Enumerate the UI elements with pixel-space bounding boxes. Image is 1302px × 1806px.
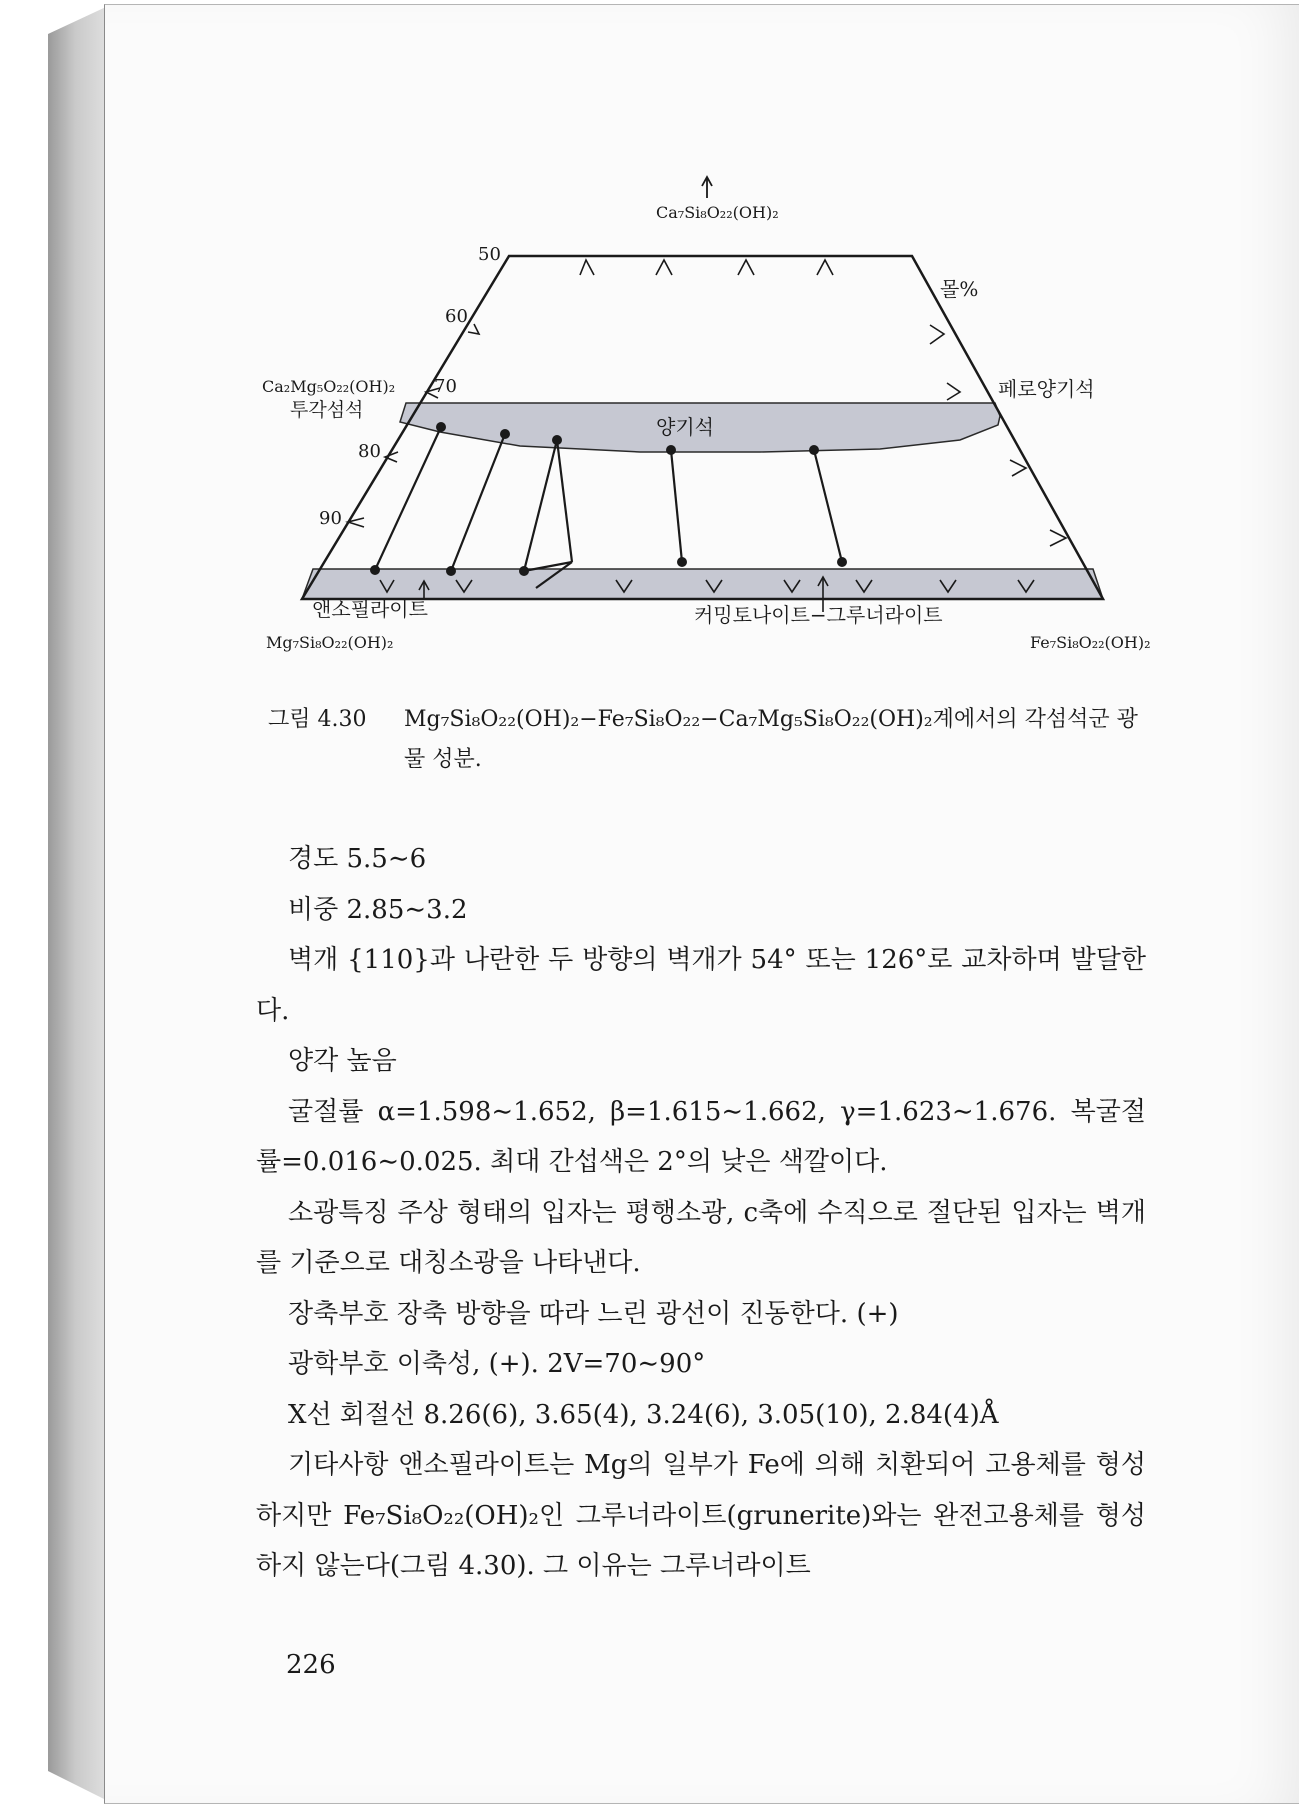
left-top-name: 투각섬석 xyxy=(290,399,364,421)
bottom-right-formula: Fe₇Si₈O₂₂(OH)₂ xyxy=(1030,633,1151,652)
unit-label: 몰% xyxy=(940,277,979,301)
paragraph-xray-lines: X선 회절선 8.26(6), 3.65(4), 3.24(6), 3.05(10), 2.84(4)Å xyxy=(288,1399,999,1430)
left-scale-80: 80 xyxy=(358,441,381,462)
paragraph-elongation-sign: 장축부호 장축 방향을 따라 느린 광선이 진동한다. (+) xyxy=(288,1298,899,1329)
amphibole-composition-diagram xyxy=(0,0,1302,700)
band-name: 양기석 xyxy=(656,415,714,439)
paragraph-hardness: 경도 5.5∼6 xyxy=(288,844,427,874)
right-name: 페로양기석 xyxy=(998,377,1095,401)
paragraph-remarks: 기타사항 앤소필라이트는 Mg의 일부가 Fe에 의해 치환되어 고용체를 형성하지만 Fe₇Si₈O₂₂(OH)₂인 그루너라이트(grunerite)와는 완전고용체를 형성하지 않는다(그림 4.30). 그 이유는 그루너라이트 xyxy=(256,1450,1146,1581)
paragraph-refractive-index: 굴절률 α=1.598∼1.652, β=1.615∼1.662, γ=1.623∼1.676. 복굴절률=0.016∼0.025. 최대 간섭색은 2°의 낮은 색깔이다. xyxy=(256,1096,1146,1177)
left-scale-70: 70 xyxy=(434,376,457,397)
body-text xyxy=(256,834,1146,1592)
paragraph-specific-gravity: 비중 2.85∼3.2 xyxy=(288,894,468,925)
top-formula: Ca₇Si₈O₂₂(OH)₂ xyxy=(656,203,779,222)
left-top-formula: Ca₂Mg₅O₂₂(OH)₂ xyxy=(262,377,396,396)
paragraph-relief: 양각 높음 xyxy=(288,1046,397,1076)
bottom-left-formula: Mg₇Si₈O₂₂(OH)₂ xyxy=(266,633,394,652)
caption-text: Mg₇Si₈O₂₂(OH)₂−Fe₇Si₈O₂₂−Ca₇Mg₅Si₈O₂₂(OH)₂계에서의 각섬석군 광물 성분. xyxy=(404,707,1138,772)
left-scale-50: 50 xyxy=(478,244,501,265)
bottom-mid-name: 커밍토나이트−그루너라이트 xyxy=(694,603,943,627)
paragraph-cleavage: 벽개 {110}과 나란한 두 방향의 벽개가 54° 또는 126°로 교차하며 발달한다. xyxy=(256,945,1146,1026)
paragraph-extinction: 소광특징 주상 형태의 입자는 평행소광, c축에 수직으로 절단된 입자는 벽개를 기준으로 대칭소광을 나타낸다. xyxy=(256,1197,1146,1278)
left-scale-90: 90 xyxy=(319,508,342,529)
page-number: 226 xyxy=(286,1650,336,1680)
caption-label: 그림 4.30 xyxy=(268,707,367,732)
paragraph-optic-sign: 광학부호 이축성, (+). 2V=70∼90° xyxy=(288,1349,706,1379)
left-scale-60: 60 xyxy=(445,306,468,327)
bottom-left-name: 앤소필라이트 xyxy=(312,597,428,621)
